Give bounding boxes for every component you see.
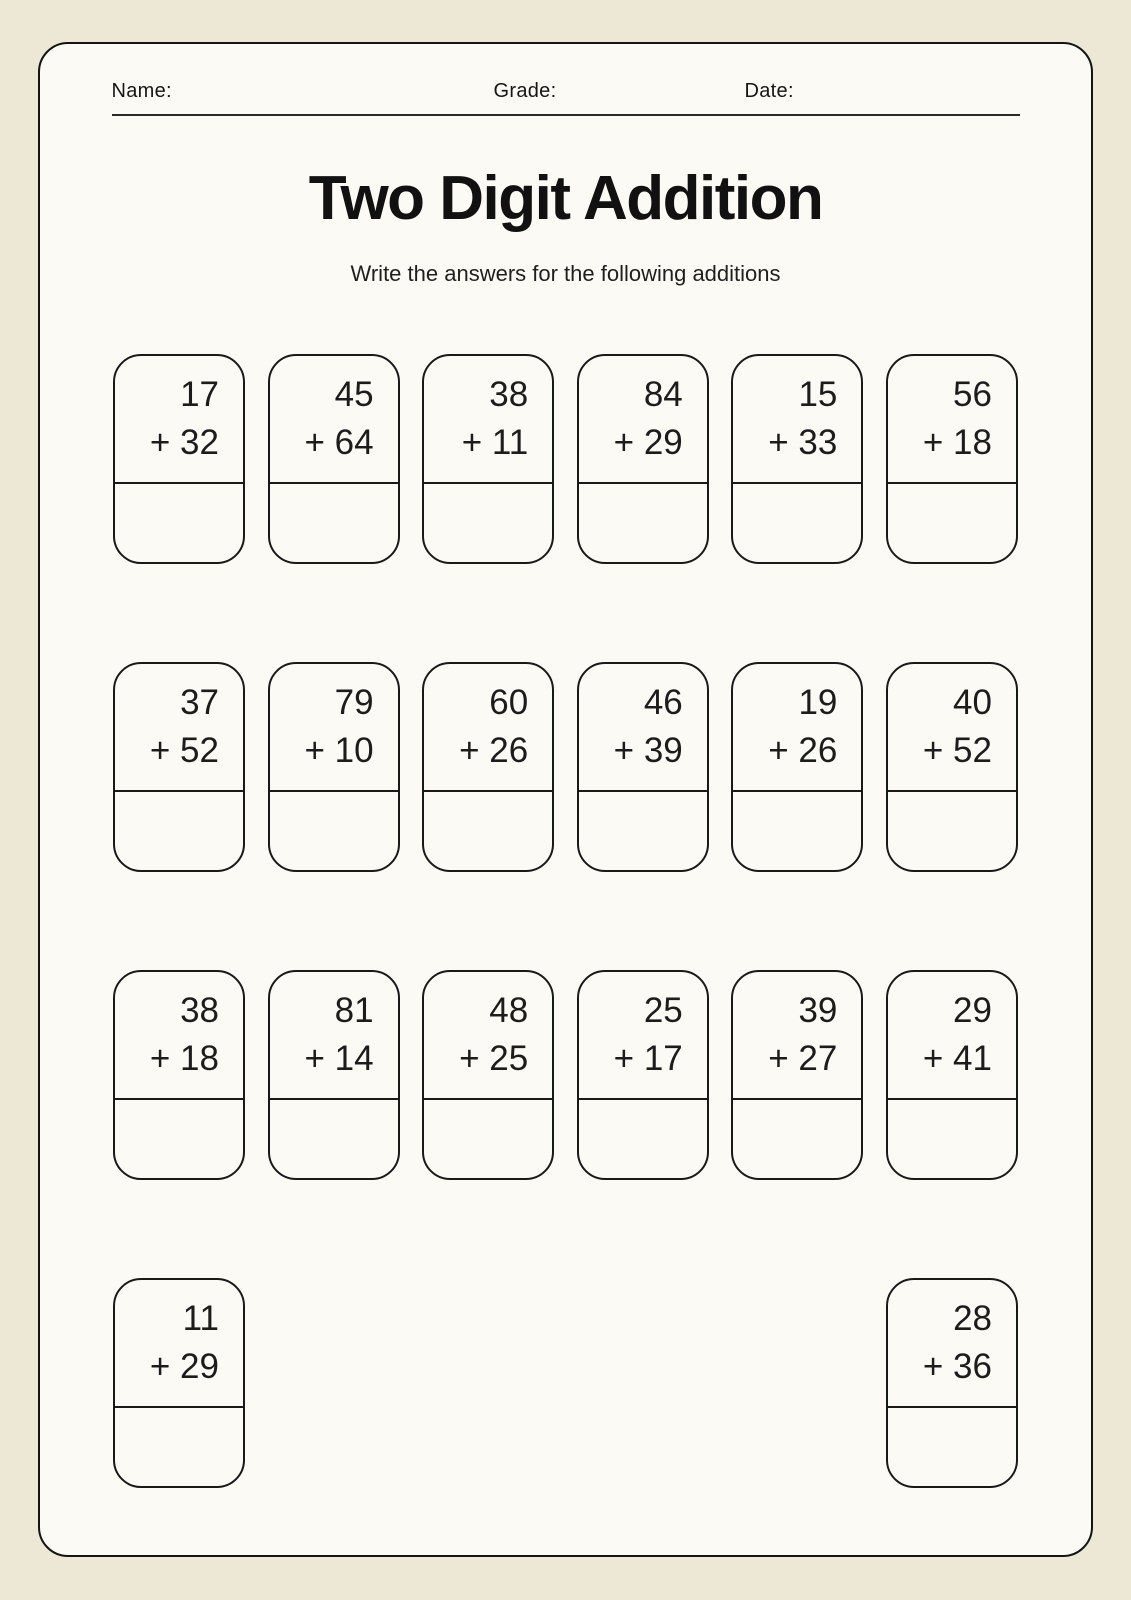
problem-card	[113, 662, 245, 872]
answer-box[interactable]	[115, 1100, 243, 1178]
problem-card	[886, 354, 1018, 564]
grade-label: Grade:	[493, 80, 557, 102]
answer-box[interactable]	[888, 484, 1016, 562]
addend-top: 37	[180, 683, 219, 722]
problem-card	[731, 662, 863, 872]
worksheet-title: Two Digit Addition	[308, 164, 823, 233]
problem-numbers	[270, 356, 398, 484]
addend-top: 48	[489, 991, 529, 1030]
problem-card	[268, 354, 400, 564]
addend-bottom: + 18	[149, 1039, 219, 1078]
addend-top: 19	[798, 683, 838, 722]
addend-top: 60	[489, 683, 529, 722]
problem-numbers	[115, 1280, 243, 1408]
name-label: Name:	[111, 80, 172, 102]
worksheet-page	[38, 42, 1093, 1557]
problem-card	[886, 970, 1018, 1180]
answer-box[interactable]	[270, 1100, 398, 1178]
date-label: Date:	[744, 80, 794, 102]
answer-box[interactable]	[888, 792, 1016, 870]
answer-box[interactable]	[115, 484, 243, 562]
problem-card	[422, 354, 554, 564]
answer-box[interactable]	[424, 1100, 552, 1178]
answer-box[interactable]	[424, 792, 552, 870]
addend-top: 40	[953, 683, 992, 722]
answer-box[interactable]	[270, 484, 398, 562]
problem-numbers	[424, 664, 552, 792]
header-rule	[112, 114, 1020, 116]
problem-numbers	[579, 664, 707, 792]
problem-card	[731, 354, 863, 564]
answer-box[interactable]	[115, 1408, 243, 1486]
problem-numbers	[424, 356, 552, 484]
answer-box[interactable]	[888, 1408, 1016, 1486]
answer-box[interactable]	[733, 1100, 861, 1178]
problem-card	[422, 662, 554, 872]
addend-bottom: + 33	[768, 423, 838, 462]
addend-bottom: + 29	[613, 423, 683, 462]
addend-bottom: + 11	[461, 423, 529, 462]
problem-card	[577, 662, 709, 872]
problem-numbers	[733, 972, 861, 1100]
addend-top: 15	[798, 375, 838, 414]
addend-bottom: + 27	[768, 1039, 838, 1078]
addend-bottom: + 41	[922, 1039, 992, 1078]
answer-box[interactable]	[579, 1100, 707, 1178]
addend-top: 38	[489, 375, 529, 414]
answer-box[interactable]	[579, 792, 707, 870]
addend-top: 45	[334, 375, 374, 414]
problem-card	[577, 354, 709, 564]
header-fields	[112, 80, 1020, 106]
problem-numbers	[579, 972, 707, 1100]
problems-grid	[113, 354, 1018, 1488]
problem-numbers	[424, 972, 552, 1100]
problem-numbers	[888, 972, 1016, 1100]
answer-box[interactable]	[270, 792, 398, 870]
problem-card	[113, 354, 245, 564]
addend-top: 17	[180, 375, 219, 414]
addend-bottom: + 17	[613, 1039, 683, 1078]
addend-top: 39	[798, 991, 838, 1030]
problem-numbers	[888, 356, 1016, 484]
addend-bottom: + 10	[304, 731, 374, 770]
addend-top: 28	[953, 1299, 992, 1338]
problem-card	[268, 662, 400, 872]
problem-numbers	[579, 356, 707, 484]
addend-top: 29	[953, 991, 992, 1030]
problem-numbers	[115, 664, 243, 792]
problem-numbers	[115, 356, 243, 484]
addend-top: 46	[643, 683, 683, 722]
addend-top: 56	[953, 375, 992, 414]
problem-numbers	[270, 664, 398, 792]
worksheet-subtitle: Write the answers for the following additions	[350, 261, 781, 286]
addend-top: 84	[643, 375, 683, 414]
addend-bottom: + 52	[922, 731, 992, 770]
addend-bottom: + 25	[459, 1039, 529, 1078]
problem-numbers	[888, 664, 1016, 792]
addend-bottom: + 52	[149, 731, 219, 770]
addend-top: 25	[643, 991, 683, 1030]
answer-box[interactable]	[888, 1100, 1016, 1178]
answer-box[interactable]	[424, 484, 552, 562]
problem-numbers	[270, 972, 398, 1100]
addend-bottom: + 26	[459, 731, 529, 770]
answer-box[interactable]	[733, 792, 861, 870]
addend-top: 79	[334, 683, 374, 722]
addend-bottom: + 29	[149, 1347, 219, 1386]
problem-card	[886, 662, 1018, 872]
addend-bottom: + 14	[304, 1039, 374, 1078]
problem-card	[731, 970, 863, 1180]
addend-bottom: + 32	[149, 423, 219, 462]
problem-card	[113, 1278, 245, 1488]
addend-bottom: + 18	[922, 423, 992, 462]
answer-box[interactable]	[115, 792, 243, 870]
problem-numbers	[888, 1280, 1016, 1408]
problem-numbers	[733, 356, 861, 484]
addend-bottom: + 64	[304, 423, 374, 462]
problem-card	[113, 970, 245, 1180]
addend-bottom: + 39	[613, 731, 683, 770]
problem-card	[422, 970, 554, 1180]
problem-card	[268, 970, 400, 1180]
answer-box[interactable]	[579, 484, 707, 562]
problem-numbers	[115, 972, 243, 1100]
problem-numbers	[733, 664, 861, 792]
addend-bottom: + 26	[768, 731, 838, 770]
addend-top: 38	[180, 991, 219, 1030]
addend-bottom: + 36	[922, 1347, 992, 1386]
answer-box[interactable]	[733, 484, 861, 562]
problem-card	[886, 1278, 1018, 1488]
addend-top: 11	[182, 1299, 219, 1338]
addend-top: 81	[334, 991, 374, 1030]
problem-card	[577, 970, 709, 1180]
